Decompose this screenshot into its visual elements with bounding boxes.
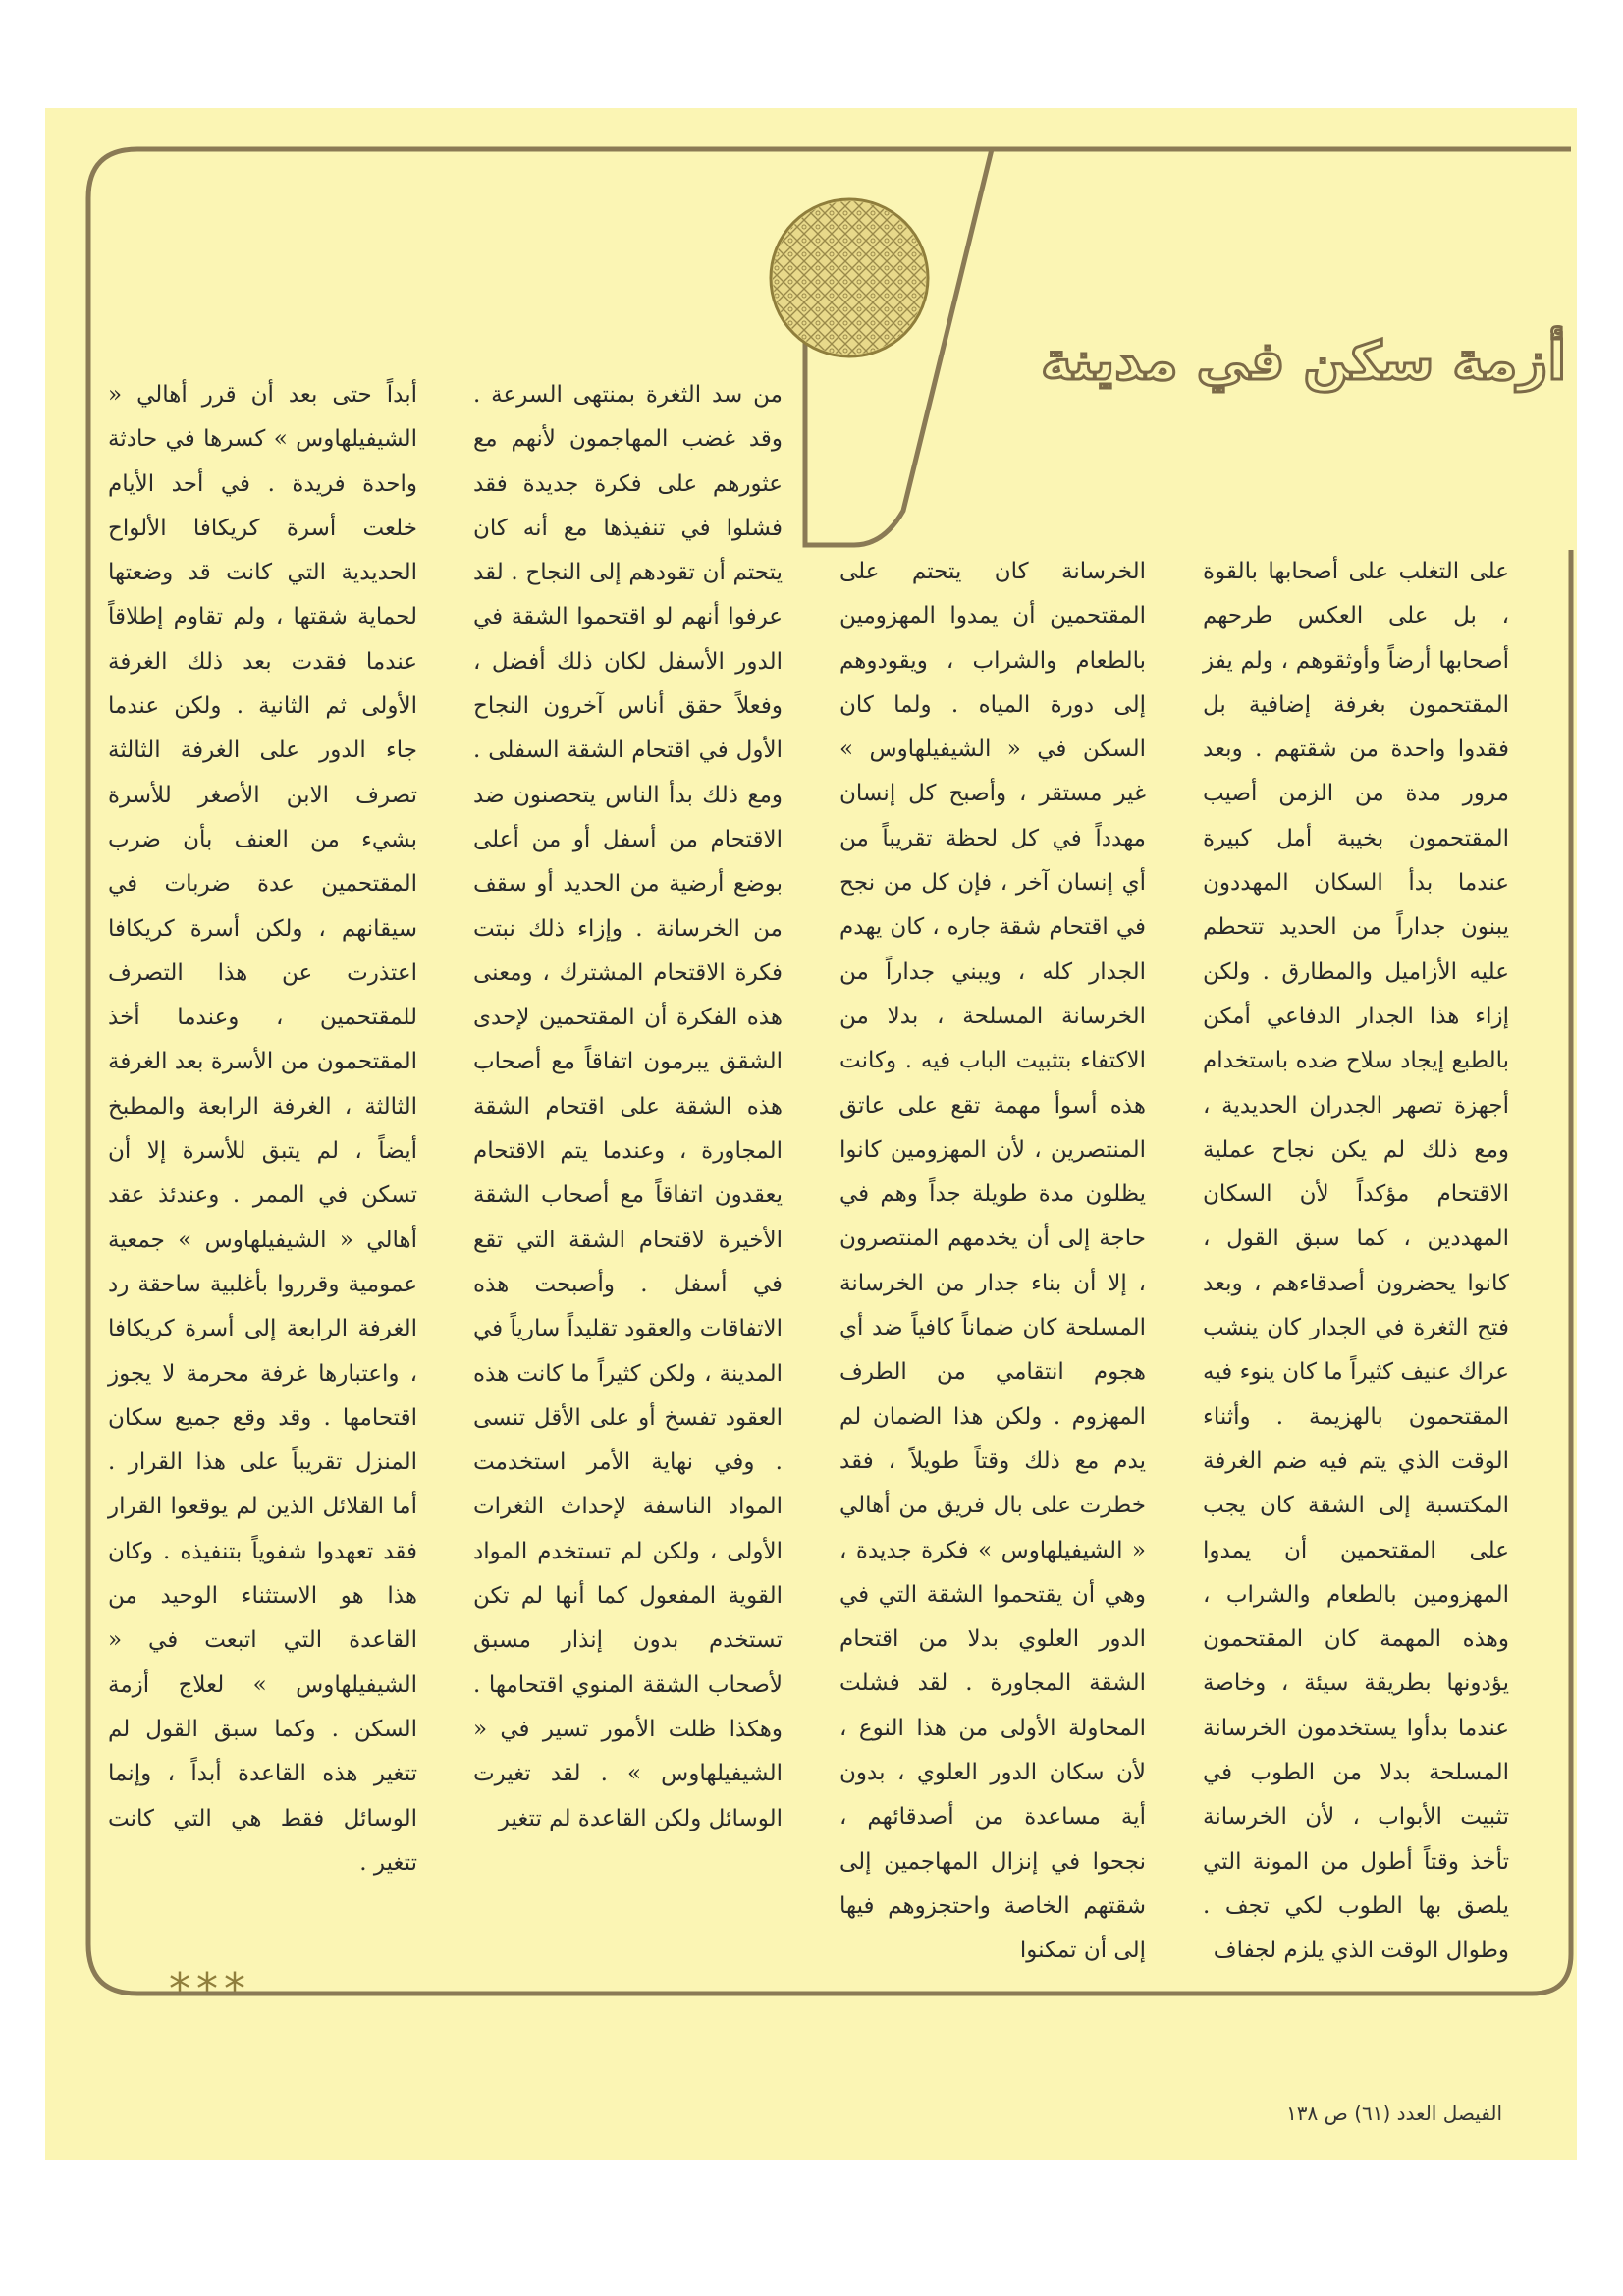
text-column-4 <box>108 373 417 1886</box>
text-column-2 <box>839 550 1146 1974</box>
text-column-3 <box>473 373 783 1841</box>
column-1-text: على التغلب على أصحابها بالقوة ، بل على العكس طرحهم أصحابها أرضاً وأوثقوهم ، ولم يفز المقتحمون بغرفة إضافية بل فقدوا واحدة من شقتهم . وبعد مرور مدة من الزمن أصيب المقتحمون بخيبة أمل كبيرة عندما بدأ السكان المهددون يبنون جداراً من الحديد تتحطم عليه الأزاميل والمطارق . ولكن إزاء هذا الجدار الدفاعي أمكن بالطبع إيجاد سلاح ضده باستخدام أجهزة تصهر الجدران الحديدية ، ومع ذلك لم يكن نجاح عملية الاقتحام مؤكداً لأن السكان المهددين ، كما سبق القول ، كانوا يحضرون أصدقاءهم ، وبعد فتح الثغرة في الجدار كان ينشب عراك عنيف كثيراً ما كان ينوء فيه المقتحمون بالهزيمة . وأثناء الوقت الذي يتم فيه ضم الغرفة المكتسبة إلى الشقة كان يجب على المقتحمين أن يمدوا المهزومين بالطعام والشراب ، وهذه المهمة كان المقتحمون يؤدونها بطريقة سيئة ، وخاصة عندما بدأوا يستخدمون الخرسانة المسلحة بدلا من الطوب في تثبيت الأبواب ، لأن الخرسانة تأخذ وقتاً أطول من المونة التي يلصق بها الطوب لكي تجف . وطوال الوقت الذي يلزم لجفاف <box>1203 559 1509 1964</box>
article-title: أزمة سكن في مدينة <box>1041 330 1566 392</box>
column-3-text: من سد الثغرة بمنتهى السرعة . وقد غضب المهاجمون لأنهم مع عثورهم على فكرة جديدة فقد فشلوا في تنفيذها مع أنه كان يتحتم أن تقودهم إلى النجاح . لقد عرفوا أنهم لو اقتحموا الشقة في الدور الأسفل لكان ذلك أفضل ، وفعلاً حقق أناس آخرون النجاح الأول في اقتحام الشقة السفلى . ومع ذلك بدأ الناس يتحصنون ضد الاقتحام من أسفل أو من أعلى بوضع أرضية من الحديد أو سقف من الخرسانة . وإزاء ذلك نبتت فكرة الاقتحام المشترك ، ومعنى هذه الفكرة أن المقتحمين لإحدى الشقق يبرمون اتفاقاً مع أصحاب هذه الشقة على اقتحام الشقة المجاورة ، وعندما يتم الاقتحام يعقدون اتفاقاً مع أصحاب الشقة الأخيرة لاقتحام الشقة التي تقع في أسفل . وأصبحت هذه الاتفاقات والعقود تقليداً سارياً في المدينة ، ولكن كثيراً ما كانت هذه العقود تفسخ أو على الأقل تنسى . وفي نهاية الأمر استخدمت المواد الناسفة لإحداث الثغرات الأولى ، ولكن لم تستخدم المواد القوية المفعول كما أنها لم تكن تستخدم بدون إنذار مسبق لأصحاب الشقة المنوي اقتحامها . وهكذا ظلت الأمور تسير في « الشيفيلهاوس » . لقد تغيرت الوسائل ولكن القاعدة لم تتغير <box>473 382 783 1831</box>
page-footer: الفيصل العدد (٦١) ص ١٣٨ <box>1286 2102 1502 2125</box>
column-4-text: أبداً حتى بعد أن قرر أهالي « الشيفيلهاوس » كسرها في حادثة واحدة فريدة . في أحد الأيام خلعت أسرة كريكافا الألواح الحديدية التي كانت قد وضعتها لحماية شقتها ، ولم تقاوم إطلاقاً عندما فقدت بعد ذلك الغرفة الأولى ثم الثانية . ولكن عندما جاء الدور على الغرفة الثالثة تصرف الابن الأصغر للأسرة بشيء من العنف بأن ضرب المقتحمين عدة ضربات في سيقانهم ، ولكن أسرة كريكافا اعتذرت عن هذا التصرف للمقتحمين ، وعندما أخذ المقتحمون من الأسرة بعد الغرفة الثالثة ، الغرفة الرابعة والمطبخ أيضاً ، لم يتبق للأسرة إلا أن تسكن في الممر . وعندئذ عقد أهالي « الشيفيلهاوس » جمعية عمومية وقرروا بأغلبية ساحقة رد الغرفة الرابعة إلى أسرة كريكافا ، واعتبارها غرفة محرمة لا يجوز اقتحامها . وقد وقع جميع سكان المنزل تقريباً على هذا القرار . أما القلائل الذين لم يوقعوا القرار فقد تعهدوا شفوياً بتنفيذه . وكان هذا هو الاستثناء الوحيد من القاعدة التي اتبعت في « الشيفيلهاوس » لعلاج أزمة السكن . وكما سبق القول لم تتغير هذه القاعدة أبداً ، وإنما الوسائل فقط هي التي كانت تتغير . <box>108 382 417 1876</box>
text-column-1 <box>1203 550 1509 1974</box>
end-mark: *** <box>169 1964 251 2014</box>
column-2-text: الخرسانة كان يتحتم على المقتحمين أن يمدوا المهزومين بالطعام والشراب ، ويقودوهم إلى دورة المياه . ولما كان السكن في « الشيفيلهاوس » غير مستقر ، وأصبح كل إنسان مهدداً في كل لحظة تقريباً من أي إنسان آخر ، فإن كل من نجح في اقتحام شقة جاره ، كان يهدم الجدار كله ، ويبني جداراً من الخرسانة المسلحة ، بدلا من الاكتفاء بتثبيت الباب فيه . وكانت هذه أسوأ مهمة تقع على عاتق المنتصرين ، لأن المهزومين كانوا يظلون مدة طويلة جداً وهم في حاجة إلى أن يخدمهم المنتصرون ، إلا أن بناء جدار من الخرسانة المسلحة كان ضماناً كافياً ضد أي هجوم انتقامي من الطرف المهزوم . ولكن هذا الضمان لم يدم مع ذلك وقتاً طويلاً ، فقد خطرت على بال فريق من أهالي « الشيفيلهاوس » فكرة جديدة ، وهي أن يقتحموا الشقة التي في الدور العلوي بدلا من اقتحام الشقة المجاورة . لقد فشلت المحاولة الأولى من هذا النوع ، لأن سكان الدور العلوي ، بدون أية مساعدة من أصدقائهم ، نجحوا في إنزال المهاجمين إلى شقتهم الخاصة واحتجزوهم فيها إلى أن تمكنوا <box>839 559 1146 1964</box>
